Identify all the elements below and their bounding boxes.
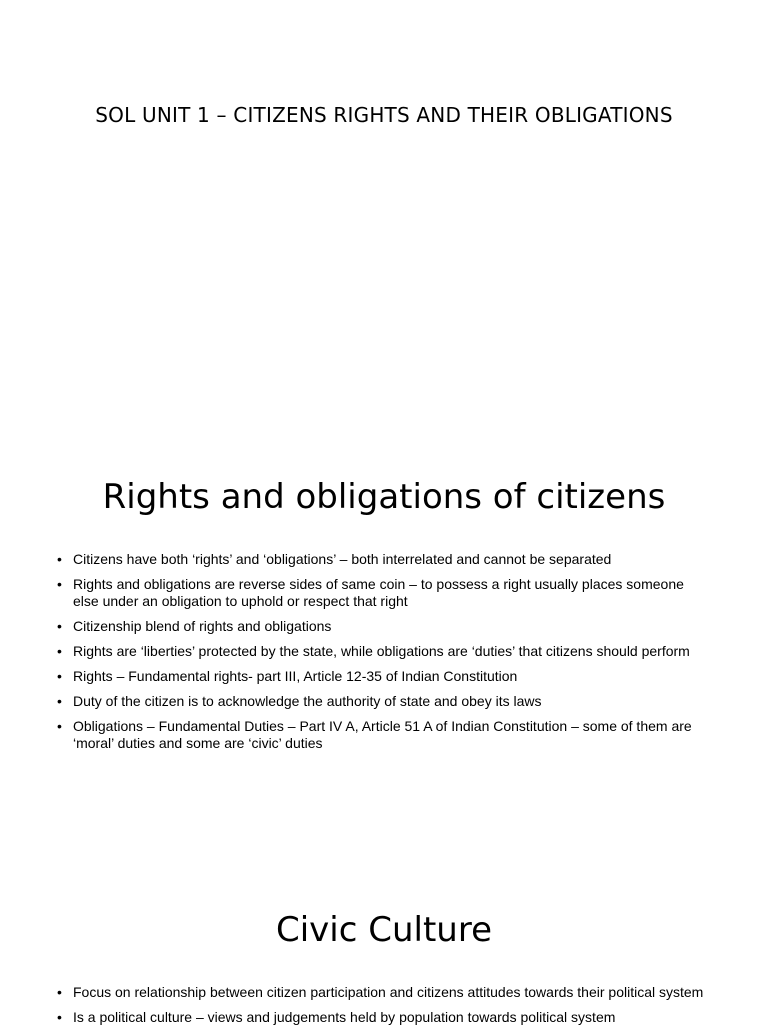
slide-1-title: SOL UNIT 1 – CITIZENS RIGHTS AND THEIR OBLIGATIONS <box>95 103 673 127</box>
bullet-item: • Focus on relationship between citizen participation and citizens attitudes towards their political system <box>56 984 706 1001</box>
bullet-item: • Rights are ‘liberties’ protected by the state, while obligations are ‘duties’ that citizens should perform <box>56 643 706 660</box>
bullet-item: • Rights and obligations are reverse sides of same coin – to possess a right usually places someone else under an obligation to uphold or respect that right <box>56 576 706 610</box>
bullet-item: • Duty of the citizen is to acknowledge the authority of state and obey its laws <box>56 693 706 710</box>
bullet-item: • Is a political culture – views and judgements held by population towards political system <box>56 1009 706 1026</box>
bullet-item: • Citizenship blend of rights and obligations <box>56 618 706 635</box>
bullet-item: • Citizens have both ‘rights’ and ‘obligations’ – both interrelated and cannot be separated <box>56 551 706 568</box>
bullet-item: • Obligations – Fundamental Duties – Part IV A, Article 51 A of Indian Constitution – some of them are ‘moral’ duties and some are ‘civic’ duties <box>56 718 706 752</box>
slide-2-bullet-list <box>56 551 706 760</box>
bullet-item: • Rights – Fundamental rights- part III, Article 12-35 of Indian Constitution <box>56 668 706 685</box>
slide-2-title: Rights and obligations of citizens <box>102 477 666 517</box>
slide-3-bullet-list <box>56 984 706 1034</box>
slide-3-title: Civic Culture <box>275 910 493 950</box>
